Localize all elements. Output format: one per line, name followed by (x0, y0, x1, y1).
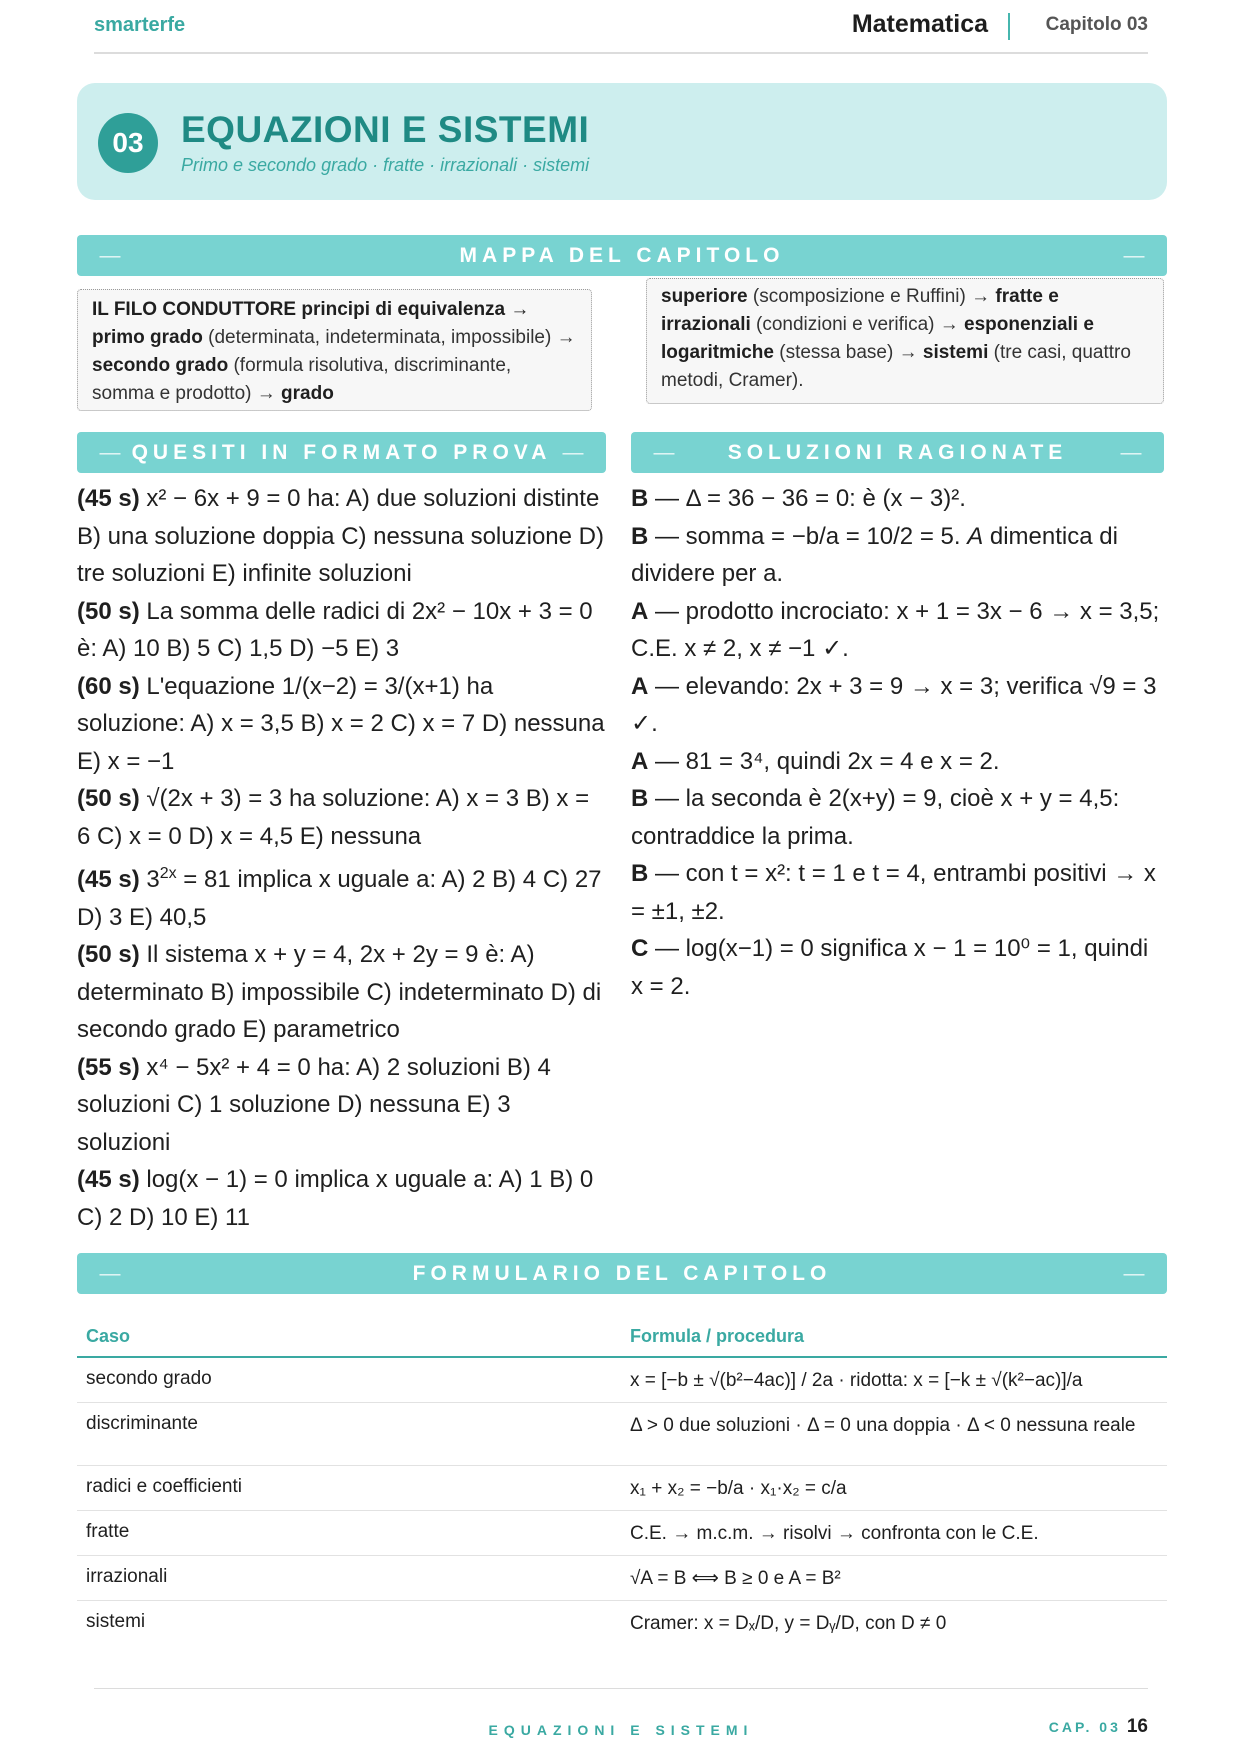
quiz-list (77, 480, 607, 1236)
solution-text: — Δ = 36 − 36 = 0: è (x − 3)². (648, 485, 966, 512)
cell-formula: x = [−b ± √(b²−4ac)] / 2a · ridotta: x = [−k ± √(k²−ac)]/a (630, 1370, 1083, 1391)
quiz-text: 3 (139, 866, 160, 893)
map-text-segment: (determinata, indeterminata, impossibile) → (202, 327, 576, 348)
solution-letter: B (631, 485, 649, 512)
footer-chapter-title: EQUAZIONI E SISTEMI (488, 1722, 754, 1738)
formulary-band (77, 1253, 1167, 1294)
table-body (77, 1358, 1167, 1646)
table-row (77, 1601, 1167, 1646)
quiz-item (77, 780, 607, 855)
map-text-segment: grado (281, 383, 334, 404)
dash-decoration: — (99, 1262, 121, 1285)
solution-item (631, 930, 1166, 1005)
column-header-formula: Formula / procedura (630, 1326, 805, 1346)
cell-formula: Cramer: x = Dₓ/D, y = Dᵧ/D, con D ≠ 0 (630, 1613, 947, 1634)
solution-letter: B (631, 522, 649, 550)
page-number: 16 (1126, 1716, 1148, 1737)
table-row (77, 1358, 1167, 1403)
solutions-band (631, 432, 1164, 473)
footer-divider (94, 1688, 1148, 1689)
quiz-band-title: QUESITI IN FORMATO PROVA (131, 441, 552, 464)
dash-decoration: — (99, 441, 121, 464)
solution-text: — prodotto incrociato: x + 1 = 3x − 6 → x = 3,5; C.E. x ≠ 2, x ≠ −1 ✓. (631, 597, 1160, 662)
chapter-label: Capitolo 03 (1045, 14, 1148, 35)
table-row (77, 1466, 1167, 1511)
map-band (77, 235, 1167, 276)
page-header (94, 0, 1148, 54)
cell-formula: Δ > 0 due soluzioni · Δ = 0 una doppia · Δ < 0 nessuna reale (630, 1415, 1136, 1436)
column-header-caso: Caso (86, 1326, 131, 1346)
solution-item (631, 518, 1166, 593)
solution-text: dimentica di dividere per a. (631, 522, 1118, 587)
map-text-segment: (condizioni e verifica) → (750, 314, 965, 335)
solution-emphasis: A (967, 522, 984, 550)
map-heading: IL FILO CONDUTTORE (92, 299, 297, 320)
solutions-band-title: SOLUZIONI RAGIONATE (727, 441, 1068, 464)
quiz-text: x² − 6x + 9 = 0 ha: A) due soluzioni distinte B) una soluzione doppia C) nessuna soluzione D) tre soluzioni E) infinite soluzioni (77, 485, 604, 587)
map-band-title: MAPPA DEL CAPITOLO (459, 244, 785, 267)
cell-caso: fratte (86, 1521, 130, 1542)
solution-text: — somma = −b/a = 10/2 = 5. (648, 522, 968, 550)
solution-item (631, 668, 1166, 743)
quiz-time: (50 s) (77, 785, 140, 812)
quiz-item (77, 480, 607, 593)
quiz-item (77, 593, 607, 668)
solution-item (631, 855, 1166, 930)
quiz-text: x⁴ − 5x² + 4 = 0 ha: A) 2 soluzioni B) 4 soluzioni C) 1 soluzione D) nessuna E) 3 soluzioni (77, 1053, 551, 1156)
solution-text: — 81 = 3⁴, quindi 2x = 4 e x = 2. (648, 747, 1000, 775)
map-text-segment: superiore (661, 286, 748, 307)
solution-letter: A (631, 747, 649, 775)
cell-formula: C.E. → m.c.m. → risolvi → confronta con le C.E. (630, 1523, 1039, 1544)
quiz-text: = 81 implica x uguale a: A) 2 B) 4 C) 27 D) 3 E) 40,5 (77, 866, 602, 931)
solution-letter: A (631, 597, 649, 625)
map-text-segment: (stessa base) → (773, 342, 923, 363)
map-text-segment: principi di equivalenza → (296, 299, 530, 320)
table-row (77, 1511, 1167, 1556)
map-text-segment: primo grado (92, 327, 203, 348)
solution-text: — con t = x²: t = 1 e t = 4, entrambi positivi → x = ±1, ±2. (631, 860, 1156, 925)
table-header (77, 1312, 1167, 1358)
footer-page-info (1049, 1716, 1148, 1738)
solution-letter: A (631, 672, 649, 700)
quiz-band (77, 432, 606, 473)
solution-letter: B (631, 785, 649, 812)
quiz-time: (45 s) (77, 485, 140, 512)
quiz-time: (60 s) (77, 672, 140, 700)
quiz-item (77, 1049, 607, 1162)
footer-chapter-code: CAP. 03 (1048, 1719, 1121, 1735)
chapter-title: EQUAZIONI E SISTEMI (181, 109, 590, 150)
solution-item (631, 743, 1166, 781)
quiz-time: (50 s) (77, 597, 140, 625)
map-text-segment: (scomposizione e Ruffini) → (747, 286, 996, 307)
cell-caso: discriminante (86, 1413, 198, 1434)
quiz-item (77, 1161, 607, 1236)
cell-caso: radici e coefficienti (86, 1476, 242, 1497)
map-text-segment: (tre casi, quattro metodi, Cramer). (661, 342, 1131, 391)
cell-caso: secondo grado (86, 1368, 212, 1389)
quiz-item (77, 668, 607, 781)
quiz-text: L'equazione 1/(x−2) = 3/(x+1) ha soluzione: A) x = 3,5 B) x = 2 C) x = 7 D) nessuna E) x = −1 (77, 672, 605, 775)
quiz-time: (50 s) (77, 941, 140, 968)
quiz-time: (45 s) (77, 1166, 140, 1193)
solutions-list (631, 480, 1166, 1005)
brand-name: smarterfe (94, 14, 186, 36)
map-text-segment: (formula risolutiva, discriminante, somma e prodotto) → (92, 355, 512, 404)
quiz-item (77, 855, 607, 936)
map-text-right (646, 278, 1164, 404)
dash-decoration: — (1123, 1262, 1145, 1285)
solution-letter: C (631, 935, 649, 962)
map-text-segment: sistemi (922, 342, 989, 363)
dash-decoration: — (99, 244, 121, 267)
solution-item (631, 593, 1166, 668)
header-divider (1008, 13, 1010, 40)
dash-decoration: — (562, 441, 584, 464)
chapter-hero (77, 83, 1167, 200)
solution-item (631, 780, 1166, 855)
quiz-text: log(x − 1) = 0 implica x uguale a: A) 1 B) 0 C) 2 D) 10 E) 11 (77, 1166, 594, 1231)
map-text-segment: fratte e irrazionali (661, 286, 1059, 335)
solution-text: — elevando: 2x + 3 = 9 → x = 3; verifica √9 = 3 ✓. (631, 672, 1157, 737)
cell-formula: √A = B ⟺ B ≥ 0 e A = B² (630, 1568, 841, 1589)
quiz-text: √(2x + 3) = 3 ha soluzione: A) x = 3 B) x = 6 C) x = 0 D) x = 4,5 E) nessuna (77, 785, 590, 850)
formulary-band-title: FORMULARIO DEL CAPITOLO (412, 1262, 832, 1285)
table-row (77, 1403, 1167, 1466)
chapter-subtitle: Primo e secondo grado · fratte · irrazionali · sistemi (181, 155, 590, 175)
chapter-number-badge: 03 (98, 113, 158, 173)
map-text-left (77, 289, 592, 411)
cell-caso: sistemi (86, 1611, 146, 1632)
quiz-text: La somma delle radici di 2x² − 10x + 3 = 0 è: A) 10 B) 5 C) 1,5 D) −5 E) 3 (77, 597, 593, 662)
quiz-time: (45 s) (77, 866, 140, 893)
quiz-time: (55 s) (77, 1053, 140, 1081)
dash-decoration: — (1123, 244, 1145, 267)
dash-decoration: — (1120, 441, 1142, 464)
formulary-table (77, 1312, 1167, 1646)
solution-letter: B (631, 860, 649, 887)
map-text-segment: esponenziali e logaritmiche (661, 314, 1094, 363)
subject-title: Matematica (851, 10, 988, 38)
quiz-exponent: 2x (159, 865, 177, 882)
quiz-text: Il sistema x + y = 4, 2x + 2y = 9 è: A) determinato B) impossibile C) indeterminato D) di secondo grado E) parametrico (77, 941, 602, 1043)
solution-text: — la seconda è 2(x+y) = 9, cioè x + y = 4,5: contraddice la prima. (631, 785, 1120, 850)
cell-caso: irrazionali (86, 1566, 168, 1587)
solution-item (631, 480, 1166, 518)
cell-formula: x₁ + x₂ = −b/a · x₁·x₂ = c/a (630, 1478, 847, 1499)
solution-text: — log(x−1) = 0 significa x − 1 = 10⁰ = 1, quindi x = 2. (631, 935, 1149, 1000)
dash-decoration: — (653, 441, 675, 464)
map-text-segment: secondo grado (92, 355, 229, 376)
quiz-item (77, 936, 607, 1049)
table-row (77, 1556, 1167, 1601)
